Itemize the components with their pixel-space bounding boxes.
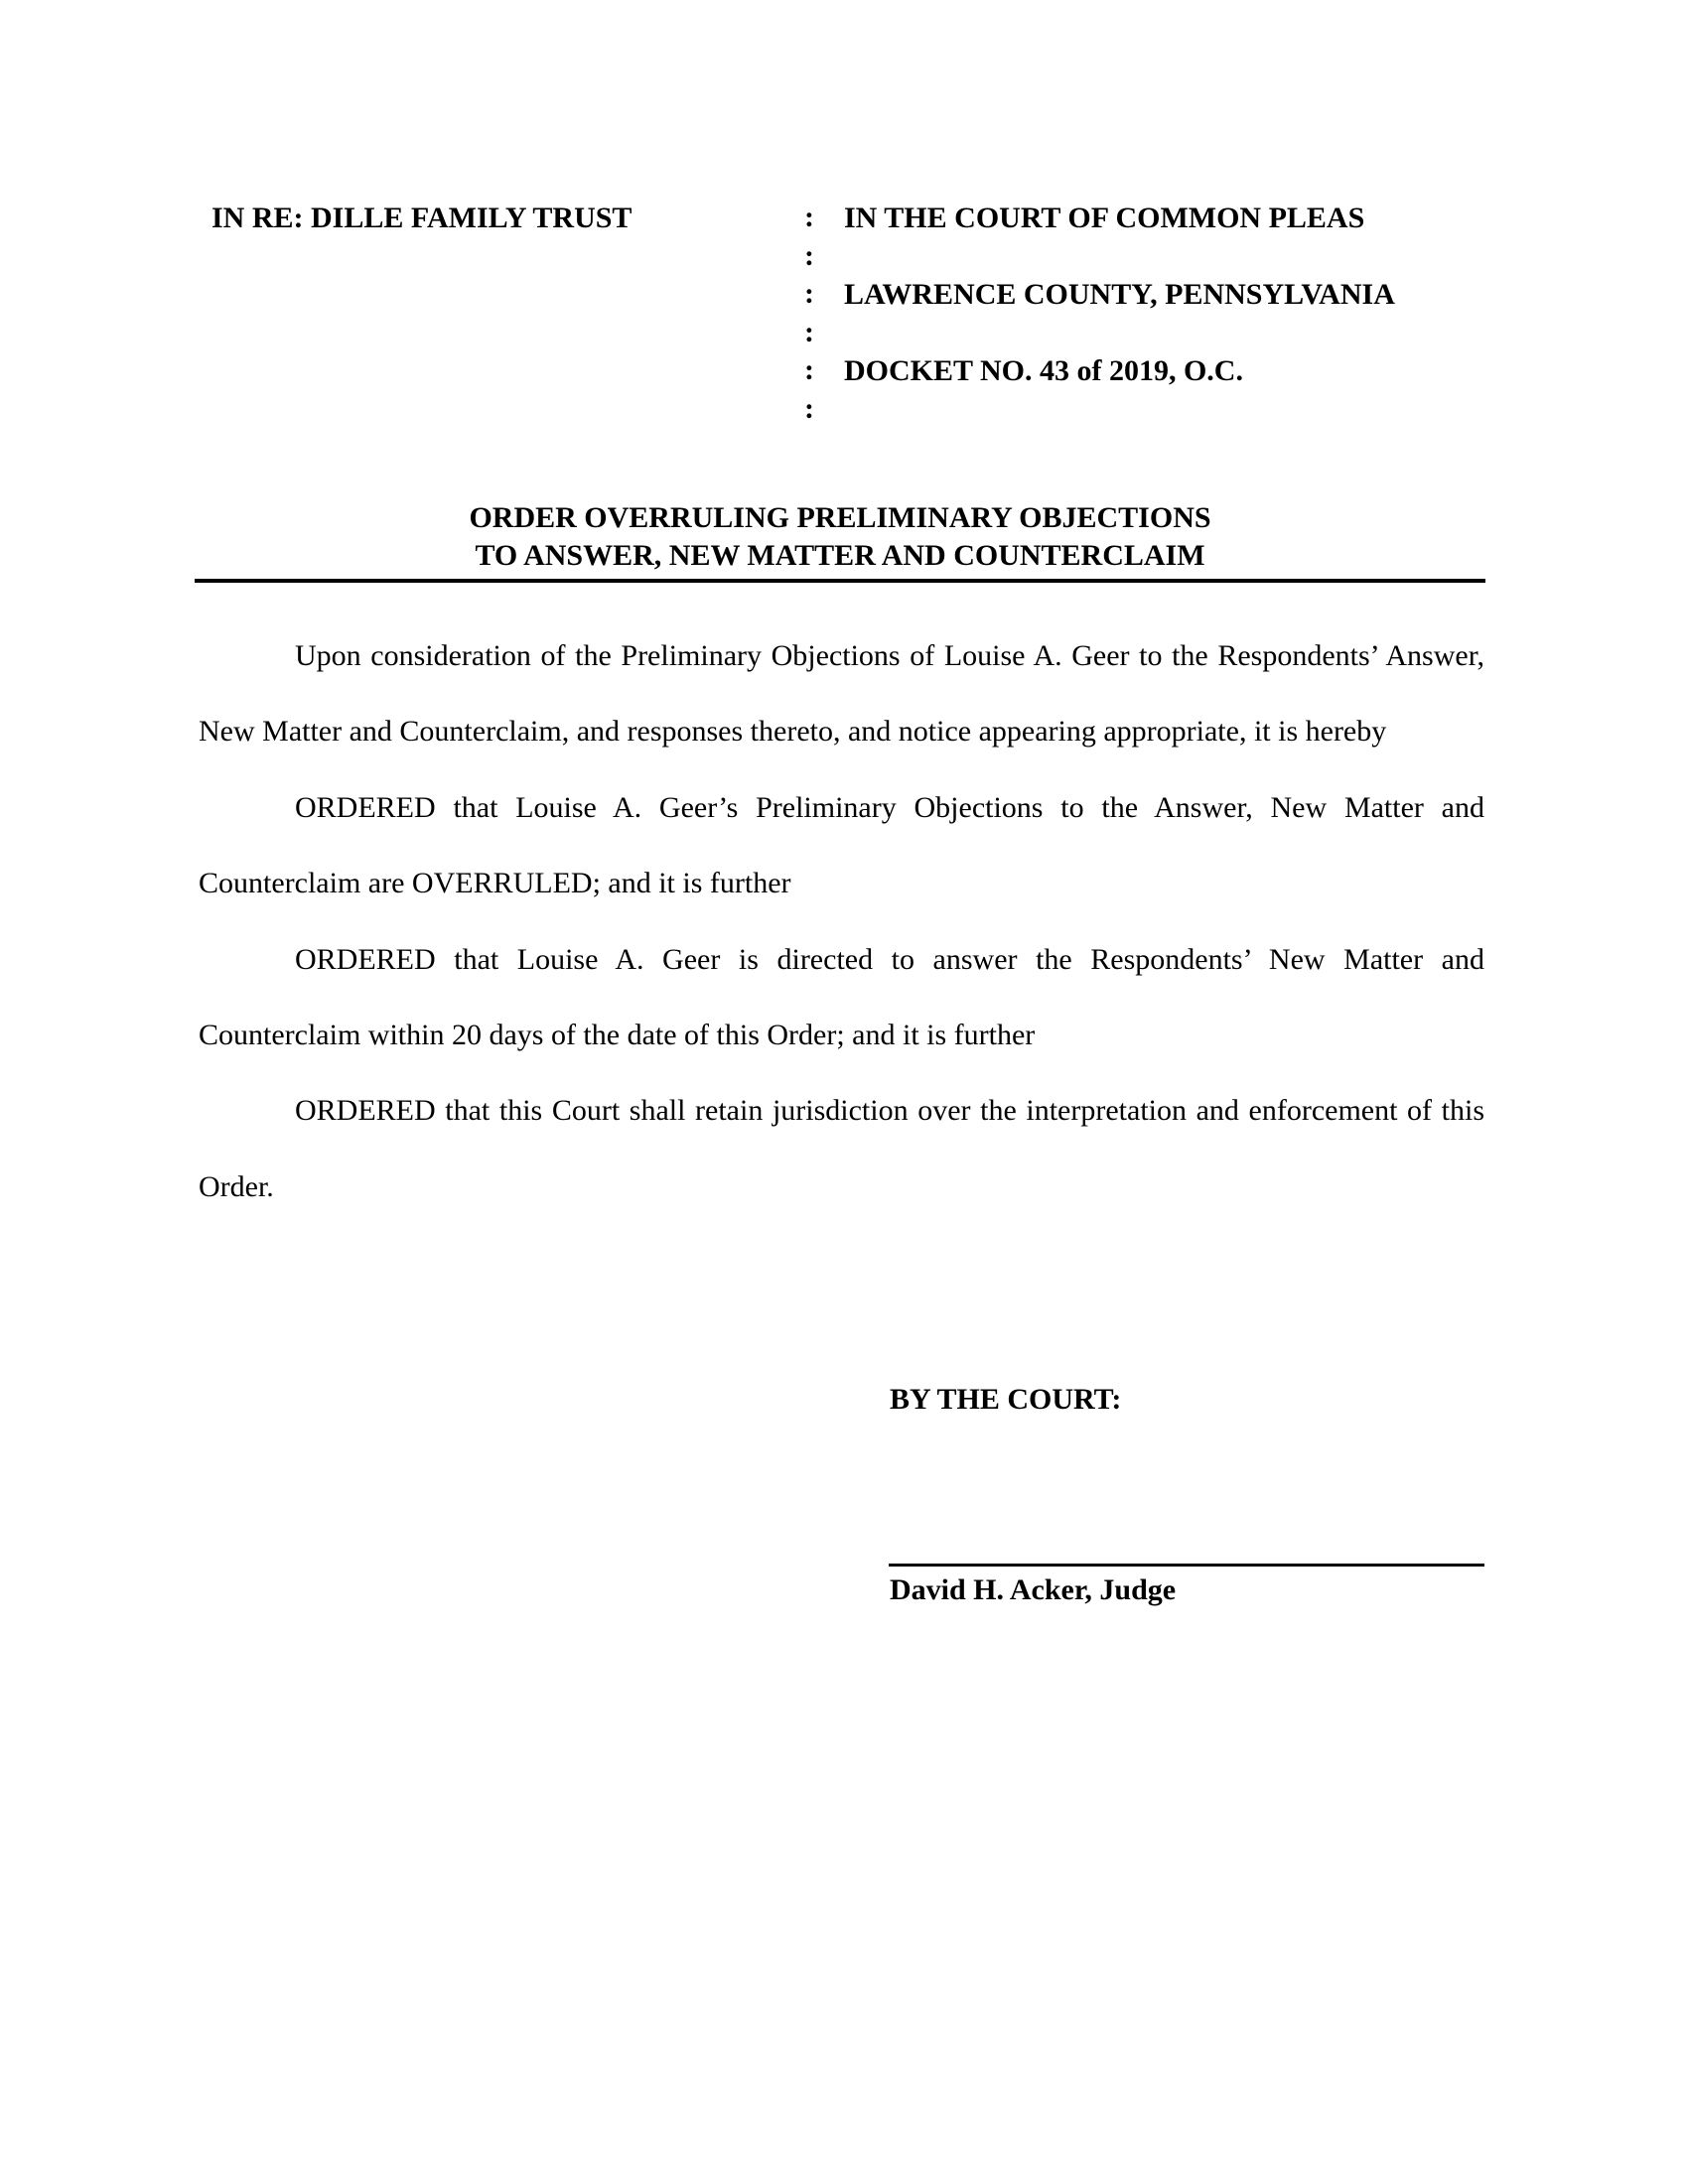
court-caption: [844, 199, 1395, 428]
by-the-court-label: BY THE COURT:: [890, 1383, 1122, 1416]
docket-number: DOCKET NO. 43 of 2019, O.C.: [844, 354, 1243, 387]
title-underline: [195, 579, 1485, 583]
caption-colon: :: [804, 353, 814, 386]
caption-colon-column: [799, 199, 819, 428]
caption-colon: :: [804, 201, 814, 233]
order-title-line: TO ANSWER, NEW MATTER AND COUNTERCLAIM: [475, 539, 1205, 572]
caption-colon: :: [804, 277, 814, 310]
caption-colon: :: [804, 238, 814, 272]
ordered-paragraph-overruled: ORDERED that Louise A. Geer’s Preliminary Objections to the Answer, New Matter and Counterclaim are OVERRULED; and it is further: [199, 790, 1484, 900]
order-title: [195, 499, 1485, 575]
ordered-paragraph-answer: ORDERED that Louise A. Geer is directed to answer the Respondents’ New Matter and Counterclaim within 20 days of the date of this Order; and it is further: [199, 942, 1484, 1052]
ordered-paragraph-jurisdiction: ORDERED that this Court shall retain jurisdiction over the interpretation and enforcement of this Order.: [199, 1094, 1484, 1203]
court-name: IN THE COURT OF COMMON PLEAS: [844, 202, 1365, 234]
signature-line: [889, 1564, 1484, 1567]
county-name: LAWRENCE COUNTY, PENNSYLVANIA: [844, 278, 1395, 311]
consideration-paragraph: Upon consideration of the Preliminary Objections of Louise A. Geer to the Respondents’ Answer, New Matter and Counterclaim, and responses thereto, and notice appearing appropriate, it is hereby: [199, 639, 1484, 749]
case-caption-name: IN RE: DILLE FAMILY TRUST: [211, 202, 633, 234]
caption-colon: :: [804, 391, 814, 425]
order-body: [199, 618, 1484, 1225]
judge-name: David H. Acker, Judge: [890, 1573, 1177, 1606]
caption-colon: :: [804, 315, 814, 348]
order-title-line: ORDER OVERRULING PRELIMINARY OBJECTIONS: [469, 501, 1211, 534]
